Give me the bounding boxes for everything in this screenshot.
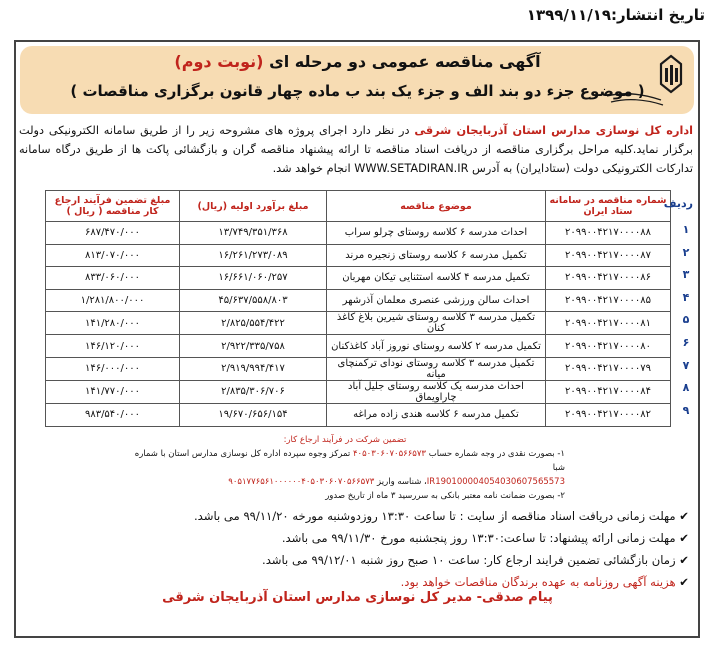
guarantee-cell: ۱۴۶/۰۰۰/۰۰۰ bbox=[46, 357, 180, 380]
col-tender-no: شماره مناقصه در سامانه ستاد ایران bbox=[546, 191, 671, 222]
estimate-cell: ۲/۹۱۹/۹۹۴/۴۱۷ bbox=[180, 357, 327, 380]
table-row bbox=[46, 244, 671, 267]
guarantee-cell: ۶۸۷/۴۷۰/۰۰۰ bbox=[46, 222, 180, 245]
tender-number-cell: ۲۰۹۹۰۰۴۲۱۷۰۰۰۰۸۴ bbox=[546, 380, 671, 403]
table-row bbox=[46, 357, 671, 380]
note-item: ✔ مهلت زمانی ارائه پیشنهاد: تا ساعت:۱۳:۳۰ روز پنجشنبه مورخ ۹۹/۱۱/۳۰ می باشد. bbox=[281, 531, 689, 545]
notes-list bbox=[29, 505, 689, 593]
estimate-cell: ۲/۸۲۵/۵۵۴/۴۲۲ bbox=[180, 312, 327, 335]
estimate-cell: ۴۵/۶۳۷/۵۵۸/۸۰۳ bbox=[180, 289, 327, 312]
setad-link[interactable]: WWW.SETADIRAN.IR bbox=[354, 162, 469, 175]
intro-body: در نظر دارد اجرای پروژه های مشروحه زیر را از طریق سامانه الکترونیکی دولت برگزار نماید.کلیه مراحل برگزاری مناقصه از دریافت اسناد مناقصه تا ارائه پیشنهاد مناقصه گران و بازگشائی پاکت ها از طریق درگاه سامانه تدارکات الکترونیکی دولت (ستادایران) به آدرس bbox=[19, 124, 693, 175]
guarantee-cell: ۸۱۳/۰۷۰/۰۰۰ bbox=[46, 244, 180, 267]
subject-cell: تکمیل مدرسه ۳ کلاسه روستای شیرین بلاغ کاغذ کنان bbox=[327, 312, 546, 335]
table-row bbox=[46, 335, 671, 358]
row-number: ۸ bbox=[682, 381, 690, 395]
note-item: ✔ هزینه آگهی روزنامه به عهده برندگان مناقصات خواهد بود. bbox=[400, 575, 689, 589]
table-header-row bbox=[46, 191, 671, 222]
subject-cell: احداث سالن ورزشی عنصری معلمان آذرشهر bbox=[327, 289, 546, 312]
estimate-cell: ۱۶/۶۶۱/۰۶۰/۲۵۷ bbox=[180, 267, 327, 290]
guarantee-text: ، شناسه واریز bbox=[374, 477, 427, 487]
intro-end: انجام خواهد شد. bbox=[272, 162, 355, 175]
issuer-name: اداره کل نوسازی مدارس استان آذربایجان شرقی bbox=[414, 124, 693, 137]
account-number: ۴۰۵۰۳۰۶۰۷۰۵۶۶۵۷۳ bbox=[352, 449, 426, 459]
guarantee-cell: ۱۴۶/۱۲۰/۰۰۰ bbox=[46, 335, 180, 358]
row-number: ۶ bbox=[682, 336, 690, 349]
estimate-cell: ۲/۹۲۲/۳۳۵/۷۵۸ bbox=[180, 335, 327, 358]
guarantee-line1 bbox=[125, 447, 565, 475]
estimate-cell: ۲/۸۳۵/۳۰۶/۷۰۶ bbox=[180, 380, 327, 403]
guarantee-line2 bbox=[125, 475, 565, 489]
note-text: زمان بازگشائی تضمین فرایند ارجاع کار: ساعت ۱۰ صبح روز شنبه ۹۹/۱۲/۰۱ می باشد. bbox=[262, 553, 676, 567]
guarantee-cell: ۱۴۱/۲۸۰/۰۰۰ bbox=[46, 312, 180, 335]
table-row bbox=[46, 312, 671, 335]
guarantee-cell: ۹۸۳/۵۴۰/۰۰۰ bbox=[46, 403, 180, 426]
col-guarantee: مبلغ تضمین فرآیند ارجاع کار مناقصه ( ریال ) bbox=[46, 191, 180, 222]
row-number: ۵ bbox=[682, 313, 690, 327]
col-subject: موضوع مناقصه bbox=[327, 191, 546, 222]
tender-number-cell: ۲۰۹۹۰۰۴۲۱۷۰۰۰۰۷۹ bbox=[546, 357, 671, 380]
note-text: مهلت زمانی ارائه پیشنهاد: تا ساعت:۱۳:۳۰ روز پنجشنبه مورخ ۹۹/۱۱/۳۰ می باشد. bbox=[281, 531, 676, 545]
table-row bbox=[46, 222, 671, 245]
guarantee-cell: ۱۴۱/۷۷۰/۰۰۰ bbox=[46, 380, 180, 403]
guarantee-text: تمرکز وجوه سپرده اداره کل نوسازی مدارس استان با شماره شبا bbox=[134, 449, 565, 473]
row-number: ۳ bbox=[682, 268, 690, 282]
estimate-cell: ۱۳/۷۴۹/۳۵۱/۳۶۸ bbox=[180, 222, 327, 245]
row-number: ۱ bbox=[682, 223, 690, 236]
note-item: ✔ مهلت زمانی دریافت اسناد مناقصه از سایت : تا ساعت ۱۳:۳۰ روزدوشنبه مورخه ۹۹/۱۱/۲۰ می باشد. bbox=[193, 509, 689, 523]
table-row bbox=[46, 380, 671, 403]
tender-number-cell: ۲۰۹۹۰۰۴۲۱۷۰۰۰۰۸۲ bbox=[546, 403, 671, 426]
subject-cell: احداث مدرسه یک کلاسه روستای جلیل آباد چاراویماق bbox=[327, 380, 546, 403]
sheba-number: IR190100004054030607565573 bbox=[426, 477, 565, 487]
note-text: هزینه آگهی روزنامه به عهده برندگان مناقصات خواهد بود. bbox=[400, 575, 676, 589]
note-text: مهلت زمانی دریافت اسناد مناقصه از سایت : تا ساعت ۱۳:۳۰ روزدوشنبه مورخه ۹۹/۱۱/۲۰ می باشد. bbox=[193, 509, 676, 523]
subject-cell: تکمیل مدرسه ۳ کلاسه روستای نودای ترکمنچای میانه bbox=[327, 357, 546, 380]
subject-cell: تکمیل مدرسه ۴ کلاسه استثنایی تیکان مهربان bbox=[327, 267, 546, 290]
estimate-cell: ۱۹/۶۷۰/۶۵۶/۱۵۴ bbox=[180, 403, 327, 426]
guarantee-text: ۱- بصورت نقدی در وجه شماره حساب bbox=[426, 449, 565, 459]
title-round: (نوبت دوم) bbox=[174, 52, 264, 71]
estimate-cell: ۱۶/۲۶۱/۲۷۳/۰۸۹ bbox=[180, 244, 327, 267]
col-row-header: ردیف bbox=[663, 197, 693, 210]
subject-cell: تکمیل مدرسه ۲ کلاسه روستای نوروز آباد کاغذکنان bbox=[327, 335, 546, 358]
tender-number-cell: ۲۰۹۹۰۰۴۲۱۷۰۰۰۰۸۷ bbox=[546, 244, 671, 267]
table-row bbox=[46, 267, 671, 290]
guarantee-box bbox=[125, 433, 565, 503]
table-row bbox=[46, 403, 671, 426]
tender-number-cell: ۲۰۹۹۰۰۴۲۱۷۰۰۰۰۸۵ bbox=[546, 289, 671, 312]
row-number: ۲ bbox=[682, 245, 690, 259]
payment-id: ۹۰۵۱۷۷۶۵۶۱۰۰۰۰۰۰۴۰۵۰۳۰۶۰۷۰۵۶۶۵۷۳ bbox=[228, 477, 375, 487]
publish-date: تاریخ انتشار:۱۳۹۹/۱۱/۱۹ bbox=[526, 6, 705, 24]
tender-number-cell: ۲۰۹۹۰۰۴۲۱۷۰۰۰۰۸۶ bbox=[546, 267, 671, 290]
col-estimate: مبلغ برآورد اولیه (ریال) bbox=[180, 191, 327, 222]
tender-number-cell: ۲۰۹۹۰۰۴۲۱۷۰۰۰۰۸۱ bbox=[546, 312, 671, 335]
row-number: ۹ bbox=[682, 403, 690, 417]
note-item: ✔ زمان بازگشائی تضمین فرایند ارجاع کار: ساعت ۱۰ صبح روز شنبه ۹۹/۱۲/۰۱ می باشد. bbox=[262, 553, 689, 567]
subject-cell: تکمیل مدرسه ۶ کلاسه روستای زنجیره مرند bbox=[327, 244, 546, 267]
title-main: آگهی مناقصه عمومی دو مرحله ای bbox=[269, 52, 541, 71]
signature-line: پیام صدقی- مدیر کل نوسازی مدارس استان آذربایجان شرقی bbox=[162, 590, 553, 605]
guarantee-head: تضمین شرکت در فرآیند ارجاع کار: bbox=[283, 435, 407, 445]
tender-table bbox=[45, 190, 671, 427]
subject-cell: تکمیل مدرسه ۶ کلاسه هندی زاده مراغه bbox=[327, 403, 546, 426]
tender-number-cell: ۲۰۹۹۰۰۴۲۱۷۰۰۰۰۸۰ bbox=[546, 335, 671, 358]
intro-paragraph bbox=[19, 121, 693, 178]
row-number: ۷ bbox=[682, 358, 690, 372]
guarantee-cell: ۸۳۳/۰۶۰/۰۰۰ bbox=[46, 267, 180, 290]
tender-number-cell: ۲۰۹۹۰۰۴۲۱۷۰۰۰۰۸۸ bbox=[546, 222, 671, 245]
ad-subtitle: ( موضوع جزء دو بند الف و جزء یک بند ب ماده چهار قانون برگزاری مناقصات ) bbox=[70, 82, 645, 100]
guarantee-cell: ۱/۲۸۱/۸۰۰/۰۰۰ bbox=[46, 289, 180, 312]
ad-title bbox=[0, 52, 715, 71]
table-row bbox=[46, 289, 671, 312]
guarantee-line3: ۲- بصورت ضمانت نامه معتبر بانکی به سررسید ۳ ماه از تاریخ صدور bbox=[325, 491, 565, 501]
subject-cell: احداث مدرسه ۶ کلاسه روستای چرلو سراب bbox=[327, 222, 546, 245]
row-number: ۴ bbox=[682, 290, 690, 304]
